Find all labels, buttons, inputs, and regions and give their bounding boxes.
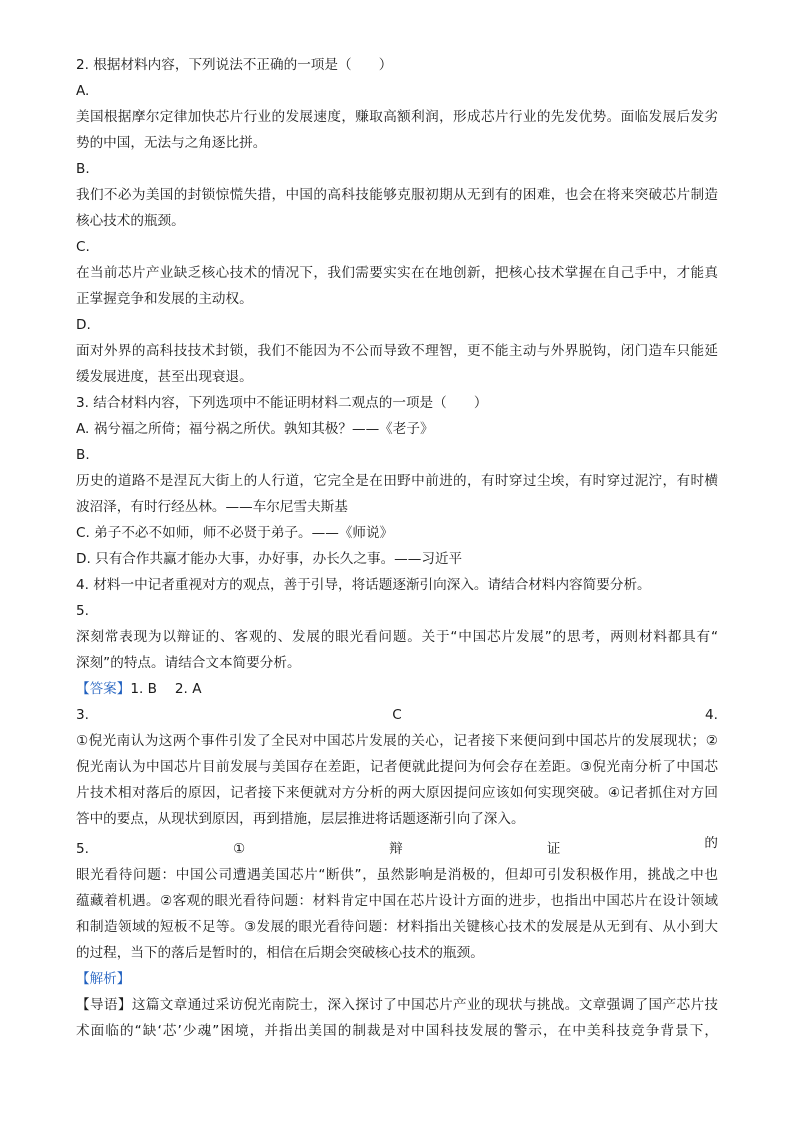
answer-4-line3: 片技术相对落后的原因，记者接下来便就对方分析的两大原因提问应该如何实现突破。④记者抓住对方回 bbox=[76, 785, 718, 801]
q5-line2: 深刻”的特点。请结合文本简要分析。 bbox=[76, 655, 301, 671]
answer-tag: 【答案】 bbox=[76, 681, 131, 697]
analysis-line2: 术面临的“缺‘芯’少魂”困境，并指出美国的制裁是对中国科技发展的警示，在中美科技竞争背景下， bbox=[76, 1023, 718, 1039]
analysis-line1 bbox=[76, 992, 718, 1018]
answer-3-number: 3. bbox=[76, 707, 89, 723]
q2-option-b-label: B. bbox=[76, 161, 90, 177]
q3-stem: 3. 结合材料内容，下列选项中不能证明材料二观点的一项是（ ） bbox=[76, 395, 488, 411]
answer-4-line4: 答中的要点，从现状到原因，再到措施，层层推进将话题逐渐引向了深入。 bbox=[76, 811, 525, 827]
q2-stem: 2. 根据材料内容，下列说法不正确的一项是（ ） bbox=[76, 57, 393, 73]
q3-option-a: A. 祸兮福之所倚；福兮祸之所伏。孰知其极？——《老子》 bbox=[76, 421, 434, 437]
answer-5-line1: 眼光看待问题：中国公司遭遇美国芯片“断供”，虽然影响是消极的，但却可引发积极作用，挑战之中也 bbox=[76, 867, 718, 883]
answer-row-3 bbox=[76, 702, 718, 728]
answer-4-line2: 倪光南认为中国芯片目前发展与美国存在差距，记者便就此提问为何会存在差距。③倪光南分析了中国芯 bbox=[76, 759, 718, 775]
answer-5-word4: 的 bbox=[704, 836, 718, 851]
answer-row bbox=[76, 676, 718, 702]
q2-option-c-label: C. bbox=[76, 239, 90, 255]
q3-option-c: C. 弟子不必不如师，师不必贤于弟子。——《师说》 bbox=[76, 525, 394, 541]
q2-option-a-label: A. bbox=[76, 83, 90, 99]
document-page bbox=[76, 52, 718, 1044]
analysis-text1: 这篇文章通过采访倪光南院士，深入探讨了中国芯片产业的现状与挑战。文章强调了国产芯片技 bbox=[131, 997, 718, 1013]
q2-option-d-label: D. bbox=[76, 317, 91, 333]
q5-label: 5. bbox=[76, 603, 89, 619]
q3-option-d: D. 只有合作共赢才能办大事，办好事，办长久之事。——习近平 bbox=[76, 551, 463, 567]
q5-line1: 深刻常表现为以辩证的、客观的、发展的眼光看问题。关于“中国芯片发展”的思考，两则材料都具有“ bbox=[76, 629, 718, 645]
q2-option-c-line1: 在当前芯片产业缺乏核心技术的情况下，我们需要实实在在地创新，把核心技术掌握在自己手中，才能真 bbox=[76, 265, 718, 281]
q3-option-b-label: B. bbox=[76, 447, 90, 463]
answer-5-line4: 的过程，当下的落后是暂时的，相信在后期会突破核心技术的瓶颈。 bbox=[76, 945, 484, 961]
q4-stem: 4. 材料一中记者重视对方的观点，善于引导，将话题逐渐引向深入。请结合材料内容简要分析。 bbox=[76, 577, 651, 593]
answer-4-number: 4. bbox=[705, 707, 718, 723]
answer-5-word2: 辩 bbox=[389, 841, 403, 857]
analysis-tag: 【解析】 bbox=[76, 971, 131, 987]
answer-4-line1: ①倪光南认为这两个事件引发了全民对中国芯片发展的关心，记者接下来便问到中国芯片的发展现状；② bbox=[76, 733, 718, 749]
answer-5-line3: 和制造领域的短板不足等。③发展的眼光看待问题：材料指出关键核心技术的发展是从无到有、从小到大 bbox=[76, 919, 718, 935]
answer-5-word1: ① bbox=[232, 841, 246, 857]
answer-5-line2: 蕴藏着机遇。②客观的眼光看待问题：材料肯定中国在芯片设计方面的进步，也指出中国芯片在设计领域 bbox=[76, 893, 718, 909]
q2-option-b-line2: 核心技术的瓶颈。 bbox=[76, 213, 185, 229]
q2-option-d-line2: 缓发展进度，甚至出现衰退。 bbox=[76, 369, 253, 385]
q3-option-b-line1: 历史的道路不是涅瓦大街上的人行道，它完全是在田野中前进的，有时穿过尘埃，有时穿过泥泞，有时横 bbox=[76, 473, 718, 489]
answer-5-number: 5. bbox=[76, 841, 89, 857]
answer-5-word3: 证 bbox=[546, 841, 561, 857]
answer-3-value: C bbox=[392, 707, 402, 723]
q2-option-b-line1: 我们不必为美国的封锁惊慌失措，中国的高科技能够克服初期从无到有的困难，也会在将来突破芯片制造 bbox=[76, 187, 718, 203]
q2-option-a-line1: 美国根据摩尔定律加快芯片行业的发展速度，赚取高额利润，形成芯片行业的先发优势。面临发展后发劣 bbox=[76, 109, 718, 125]
q2-option-d-line1: 面对外界的高科技技术封锁，我们不能因为不公而导致不理智，更不能主动与外界脱钩，闭门造车只能延 bbox=[76, 343, 718, 359]
guide-tag: 【导语】 bbox=[76, 997, 132, 1013]
answer-text: 1. B 2. A bbox=[130, 681, 202, 697]
q2-option-a-line2: 势的中国，无法与之角逐比拼。 bbox=[76, 135, 267, 151]
q2-option-c-line2: 正掌握竞争和发展的主动权。 bbox=[76, 291, 253, 307]
q3-option-b-line2: 波沼泽，有时行经丛林。——车尔尼雪夫斯基 bbox=[76, 499, 348, 515]
answer-5-spread-row bbox=[76, 836, 718, 862]
